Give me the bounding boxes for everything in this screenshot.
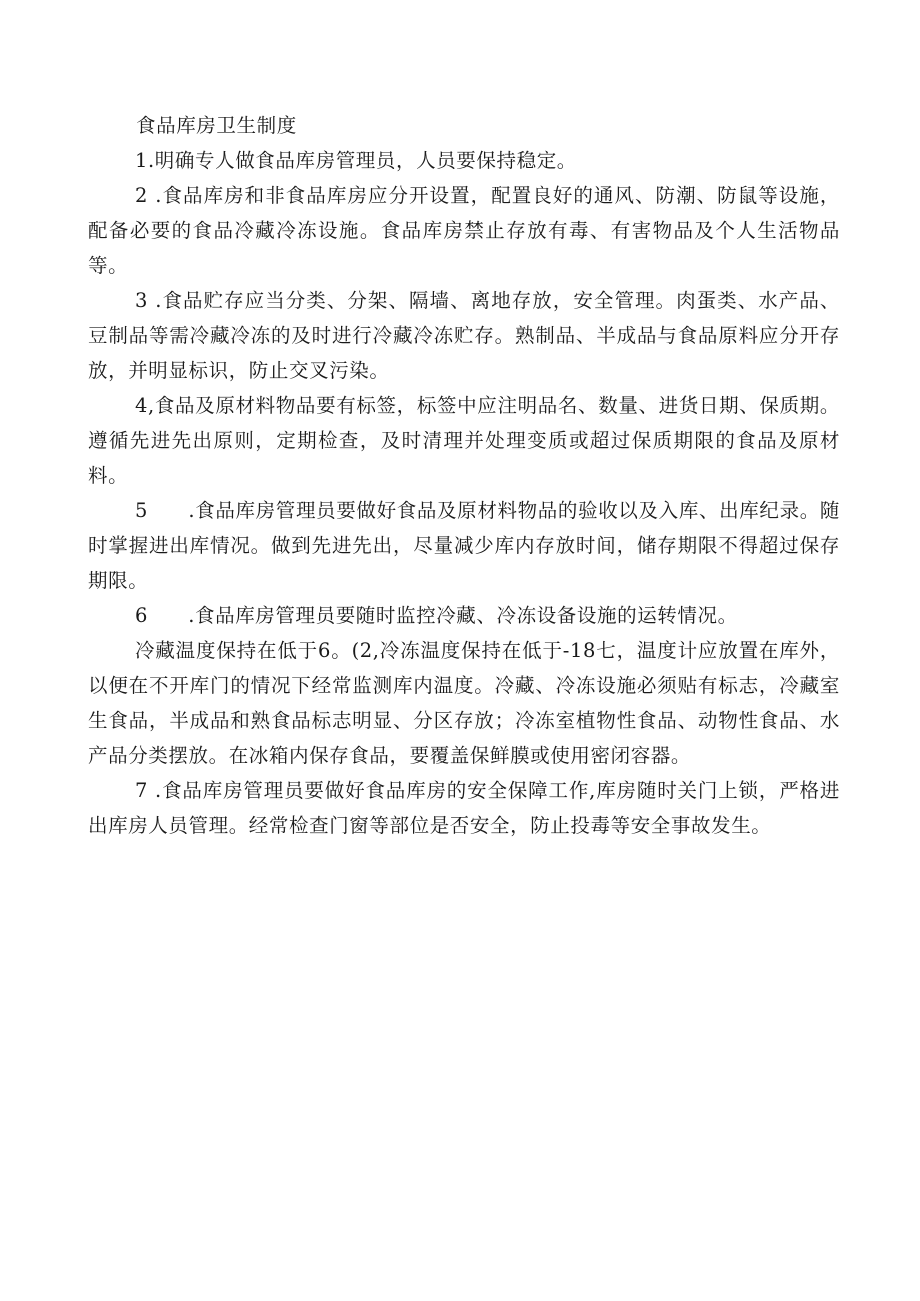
paragraph-1: 1.明确专人做食品库房管理员，人员要保持稳定。 bbox=[135, 149, 577, 172]
paragraph-2: 2 .食品库房和非食品库房应分开设置，配置良好的通风、防潮、防鼠等设施，配备必要的食品冷藏冷冻设施。食品库房禁止存放有毒、有害物品及个人生活物品等。 bbox=[88, 184, 840, 277]
paragraph-5: 5 .食品库房管理员要做好食品及原材料物品的验收以及入库、出库纪录。随时掌握进出库情况。做到先进先出，尽量减少库内存放时间，储存期限不得超过保存期限。 bbox=[88, 499, 840, 592]
paragraph-6: 6 .食品库房管理员要随时监控冷藏、冷冻设备设施的运转情况。 bbox=[135, 604, 738, 627]
paragraph-7: 7 .食品库房管理员要做好食品库房的安全保障工作,库房随时关门上锁，严格进出库房人员管理。经常检查门窗等部位是否安全，防止投毒等安全事故发生。 bbox=[88, 779, 840, 837]
document-title: 食品库房卫生制度 bbox=[136, 114, 297, 137]
paragraph-6-detail: 冷藏温度保持在低于6。(2,冷冻温度保持在低于-18七，温度计应放置在库外，以便在不开库门的情况下经常监测库内温度。冷藏、冷冻设施必须贴有标志，冷藏室生食品，半成品和熟食品标志明显、分区存放；冷冻室植物性食品、动物性食品、水产品分类摆放。在冰箱内保存食品，要覆盖保鲜膜或使用密闭容器。 bbox=[88, 639, 840, 767]
paragraph-4: 4,食品及原材料物品要有标签，标签中应注明品名、数量、进货日期、保质期。遵循先进先出原则，定期检查，及时清理并处理变质或超过保质期限的食品及原材料。 bbox=[88, 394, 840, 487]
paragraph-3: 3 .食品贮存应当分类、分架、隔墙、离地存放，安全管理。肉蛋类、水产品、豆制品等需冷藏冷冻的及时进行冷藏冷冻贮存。熟制品、半成品与食品原料应分开存放，并明显标识，防止交叉污染。 bbox=[88, 289, 840, 382]
document-body bbox=[88, 108, 840, 843]
